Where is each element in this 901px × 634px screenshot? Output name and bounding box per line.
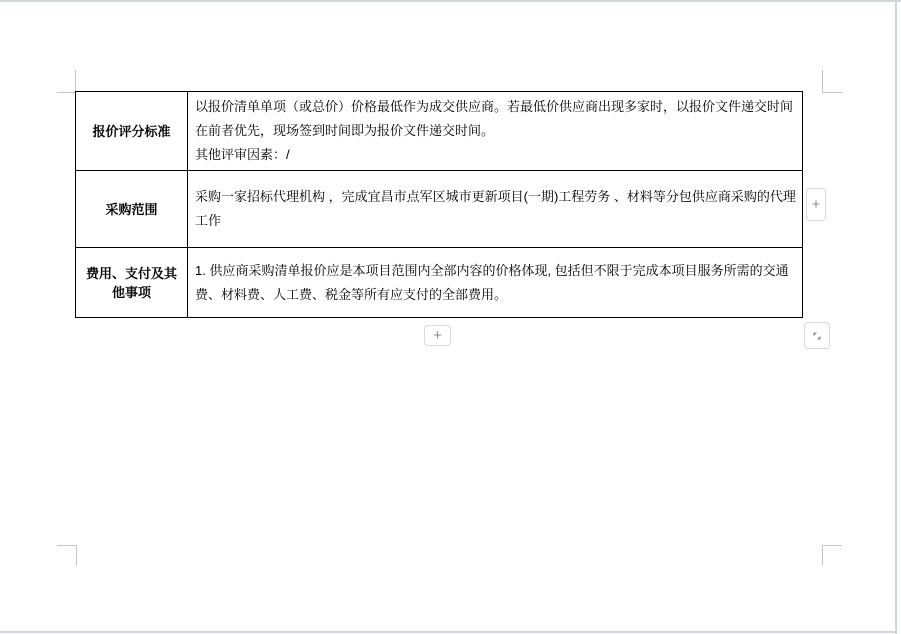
row-header-procurement-scope[interactable]: 采购范围 xyxy=(76,171,188,248)
table-row xyxy=(76,248,803,318)
page-edge-top xyxy=(0,0,901,2)
expand-diagonal-icon xyxy=(811,330,823,342)
paragraph: 采购一家招标代理机构 ，完成宜昌市点军区城市更新项目(一期)工程劳务 、材料等分包供应商采购的代理工作 xyxy=(195,189,796,228)
paragraph: 1. 供应商采购清单报价应是本项目范围内全部内容的价格体现, 包括但不限于完成本项目服务所需的交通费、材料费、人工费、税金等所有应支付的全部费用。 xyxy=(195,262,789,302)
cell-procurement-scope[interactable] xyxy=(188,171,803,248)
cell-fees-payment-other[interactable] xyxy=(188,248,803,318)
page-edge-bottom xyxy=(0,631,897,633)
paragraph: 其他评审因素：/ xyxy=(195,147,290,162)
crop-mark-top-right-vertical xyxy=(822,70,823,92)
cell-quote-scoring-criteria[interactable] xyxy=(188,92,803,171)
row-header-fees-payment-other[interactable]: 费用、支付及其他事项 xyxy=(76,248,188,318)
row-header-quote-scoring-criteria[interactable]: 报价评分标准 xyxy=(76,92,188,171)
crop-mark-top-right-horizontal xyxy=(822,92,843,93)
paragraph: 以报价清单单项（或总价）价格最低作为成交供应商。若最低价供应商出现多家时，以报价文件递交时间在前者优先，现场签到时间即为报价文件递交时间。 xyxy=(195,99,794,138)
crop-mark-bottom-left-horizontal xyxy=(57,545,76,546)
procurement-table xyxy=(75,91,803,318)
add-row-button[interactable] xyxy=(424,325,451,346)
crop-mark-bottom-right-vertical xyxy=(822,545,823,566)
crop-mark-top-left-vertical xyxy=(75,70,76,92)
plus-icon: + xyxy=(811,196,821,213)
crop-mark-bottom-left-vertical xyxy=(76,545,77,566)
page-edge-right xyxy=(895,0,897,634)
table-row xyxy=(76,92,803,171)
add-column-button[interactable] xyxy=(806,188,826,221)
crop-mark-bottom-right-horizontal xyxy=(822,545,842,546)
table-row xyxy=(76,171,803,248)
crop-mark-top-left-horizontal xyxy=(57,92,75,93)
plus-icon: + xyxy=(433,327,442,344)
expand-table-button[interactable] xyxy=(804,322,830,349)
